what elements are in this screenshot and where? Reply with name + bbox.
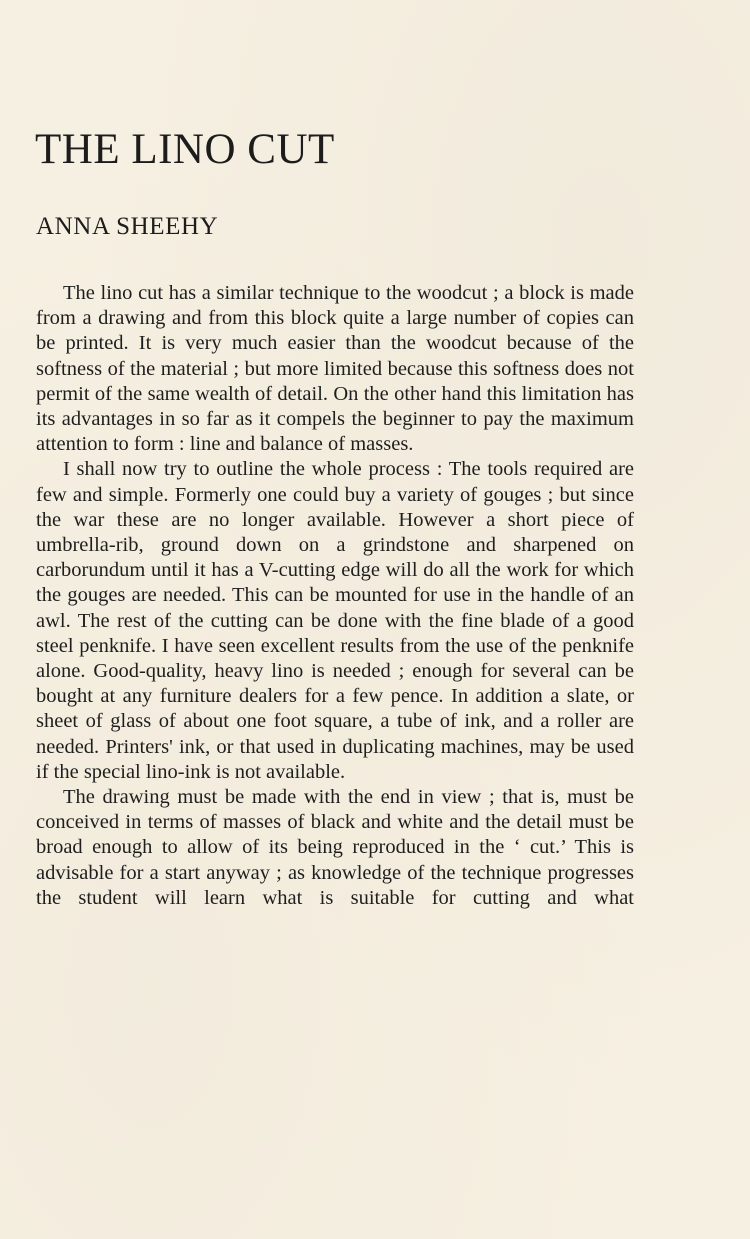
paragraph-3: The drawing must be made with the end in view ; that is, must be conceived in terms of masses of black and white and the detail must be broad enough to allow of its being reproduced in the ‘ cut.’ This is advisable for a start anyway ; as knowledge of the technique progresses the student will learn what is suitable for cutting and what <box>36 786 634 909</box>
article-author: ANNA SHEEHY <box>36 213 219 240</box>
paragraph-2: I shall now try to outline the whole process : The tools required are few and simple. Formerly one could buy a variety of gouges ; but since the war these are no longer available. However a short piece of umbrella-rib, ground down on a grindstone and sharpened on carborundum until it has a V-cutting edge will do all the work for which the gouges are needed. This can be mounted for use in the handle of an awl. The rest of the cutting can be done with the fine blade of a good steel penknife. I have seen excellent results from the use of the penknife alone. Good-quality, heavy lino is needed ; enough for several can be bought at any furniture dealers for a few pence. In addition a slate, or sheet of glass of about one foot square, a tube of ink, and a roller are needed. Printers' ink, or that used in duplicating machines, may be used if the special lino-ink is not available. <box>36 458 634 783</box>
article-body <box>36 281 634 911</box>
article-title: THE LINO CUT <box>35 126 335 173</box>
paragraph-1: The lino cut has a similar technique to the woodcut ; a block is made from a drawing and from this block quite a large number of copies can be printed. It is very much easier than the woodcut because of the softness of the material ; but more limited because this softness does not permit of the same wealth of detail. On the other hand this limitation has its advantages in so far as it compels the beginner to pay the maximum attention to form : line and balance of masses. <box>36 282 634 456</box>
